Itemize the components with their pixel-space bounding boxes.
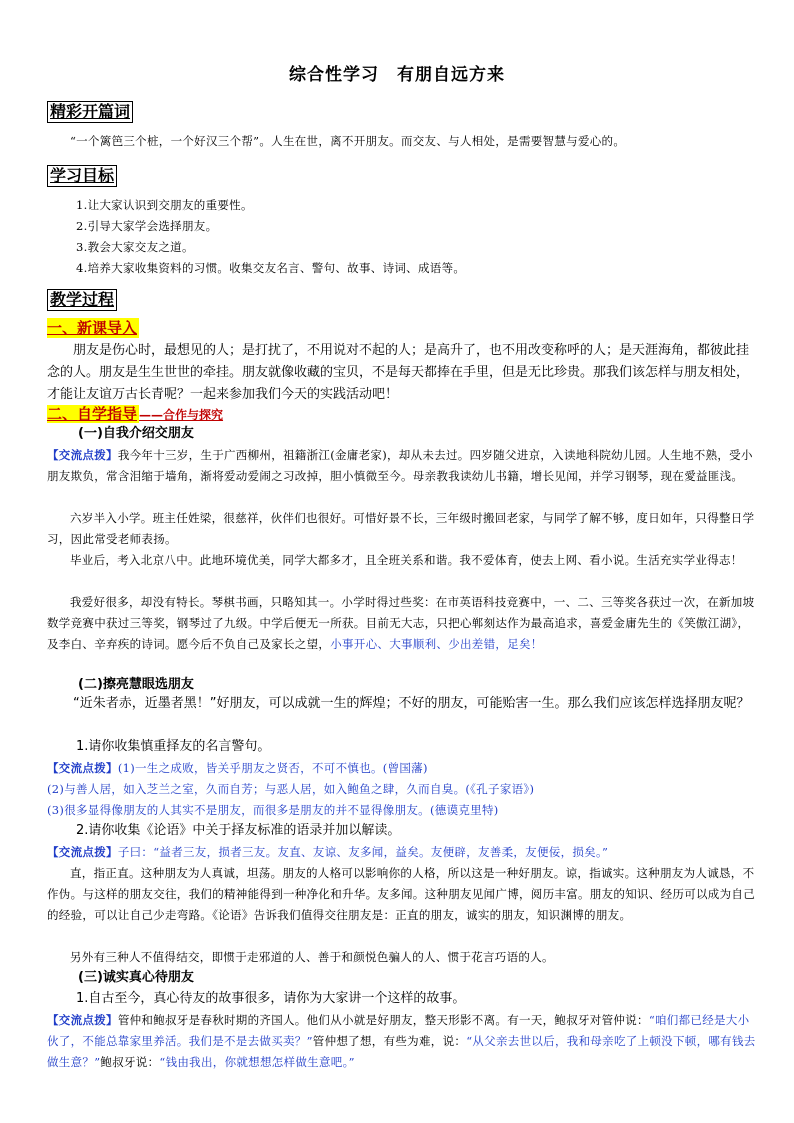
tag-label: 【交流点拨】 xyxy=(47,1013,118,1027)
story-paragraph: 【交流点拨】管仲和鲍叔牙是春秋时期的齐国人。他们从小就是好朋友，整天形影不离。有一天，鲍叔牙对管仲说：“咱们都已经是大小伙了，不能总靠家里养活。我们是不是去做买卖？”管仲想了想，有些为难，说：“从父亲去世以后，我和母亲吃了上顿没下顿，哪有钱去做生意？”鲍叔牙说：“钱由我出，你就想想怎样做生意吧。” xyxy=(47,1013,756,1069)
goal-item: 1.让大家认识到交朋友的重要性。 xyxy=(76,198,253,212)
heading-intro: 精彩开篇词 xyxy=(47,101,133,123)
goal-item: 4.培养大家收集资料的习惯。收集交友名言、警句、故事、诗词、成语等。 xyxy=(76,261,466,275)
subsection-title: (一)自我介绍交朋友 xyxy=(78,426,194,441)
paragraph: 另外有三种人不值得结交，即惯于走邪道的人、善于和颜悦色骗人的人、惯于花言巧语的人。 xyxy=(70,950,554,964)
tag-label: 【交流点拨】 xyxy=(47,761,118,775)
section-heading-row xyxy=(47,404,223,425)
answer: (3)很多显得像朋友的人其实不是朋友，而很多是朋友的并不显得像朋友。(德谟克里特) xyxy=(47,803,499,817)
answer: 【交流点拨】子曰：“益者三友，损者三友。友直、友谅、友多闻，益矣。友便辟，友善柔，友便佞，损矣。” xyxy=(47,845,609,859)
section-title: 一、新课导入 xyxy=(47,319,138,337)
paragraph: 六岁半入小学。班主任姓梁，很慈祥，伙伴们也很好。可惜好景不长，三年级时搬回老家，与同学了解不够，度日如年，只得整日学习，因此常受老师表扬。 xyxy=(47,511,755,546)
goal-item: 3.教会大家交友之道。 xyxy=(76,240,194,254)
question: 1.自古至今，真心待友的故事很多，请你为大家讲一个这样的故事。 xyxy=(76,991,466,1006)
paragraph: 直，指正直。这种朋友为人真诚，坦荡。朋友的人格可以影响你的人格，所以这是一种好朋友。谅，指诚实。这种朋友为人诚恳，不作伪。与这样的朋友交往，我们的精神能得到一种净化和升华。友多闻。这种朋友见闻广博，阅历丰富。朋友的知识、经历可以成为自己的经验，可以让自己少走弯路。《论语》告诉我们值得交往朋友是：正直的朋友，诚实的朋友，知识渊博的朋友。 xyxy=(47,866,755,922)
paragraph: 【交流点拨】我今年十三岁，生于广西柳州，祖籍浙江(金庸老家)，却从未去过。四岁随父进京，入读地科院幼儿园。人生地不熟，受小朋友欺负，常含泪缩于墙角，渐将爱动爱闹之习改掉，胆小慎微至今。母亲教我读幼儿书籍，增长见闻，并学习钢琴，现在愛益匪浅。 xyxy=(47,448,753,483)
subsection-title: (二)擦亮慧眼选朋友 xyxy=(78,677,194,692)
section-subtitle: ——合作与探究 xyxy=(139,408,224,422)
question: 2.请你收集《论语》中关于择友标准的语录并加以解读。 xyxy=(76,823,401,838)
answer: (2)与善人居，如入芝兰之室，久而自芳；与恶人居，如入鲍鱼之肆，久而自臭。(《孔子家语》) xyxy=(47,782,535,796)
subsection-title: (三)诚实真心待朋友 xyxy=(78,970,194,985)
question: 1.请你收集慎重择友的名言警句。 xyxy=(76,739,271,754)
page-title: 综合性学习 有朋自远方来 xyxy=(289,65,505,85)
heading-goals: 学习目标 xyxy=(47,165,117,187)
tag-label: 【交流点拨】 xyxy=(47,845,118,859)
heading-process: 教学过程 xyxy=(47,289,117,311)
intro-text: “一个篱笆三个桩，一个好汉三个帮”。人生在世，离不开朋友。而交友、与人相处，是需要智慧与爱心的。 xyxy=(70,134,626,148)
paragraph: “近朱者赤，近墨者黑！”好朋友，可以成就一生的辉煌；不好的朋友，可能贻害一生。那么我们应该怎样选择朋友呢？ xyxy=(73,696,750,711)
tag-label: 【交流点拨】 xyxy=(47,448,118,462)
paragraph: 毕业后，考入北京八中。此地环境优美，同学大都多才，且全班关系和谐。我不爱体育，使去上网、看小说。生活充实学业得志！ xyxy=(70,553,743,567)
goal-item: 2.引导大家学会选择朋友。 xyxy=(76,219,218,233)
paragraph: 我爱好很多，却没有特长。琴棋书画，只略知其一。小学时得过些奖：在市英语科技竞赛中，一、二、三等奖各获过一次，在新加坡数学竞赛中获过三等奖，钢琴过了九级。中学后便无一所获。目前无大志，只把心郸刻达作为最高追求，喜爱金庸先生的《笑傲江湖》，及李白、辛弃疾的诗词。愿今后不负自己及家长之望，小事开心、大事顺利、少出差错，足矣！ xyxy=(47,595,755,651)
answer: 【交流点拨】(1)一生之成败，皆关乎朋友之贤否，不可不慎也。(曾国藩) xyxy=(47,761,428,775)
section-text: 朋友是伤心时，最想见的人；是打扰了，不用说对不起的人；是高升了，也不用改变称呼的人；是天涯海角，都彼此挂念的人。朋友是生生世世的牵挂。朋友就像收藏的宝贝，不是每天都捧在手里，但是无比珍贵。那我们该怎样与朋友相处，才能让友谊万古长青呢？一起来参加我们今天的实践活动吧！ xyxy=(47,343,750,402)
section-title: 二、自学指导 xyxy=(47,405,138,423)
